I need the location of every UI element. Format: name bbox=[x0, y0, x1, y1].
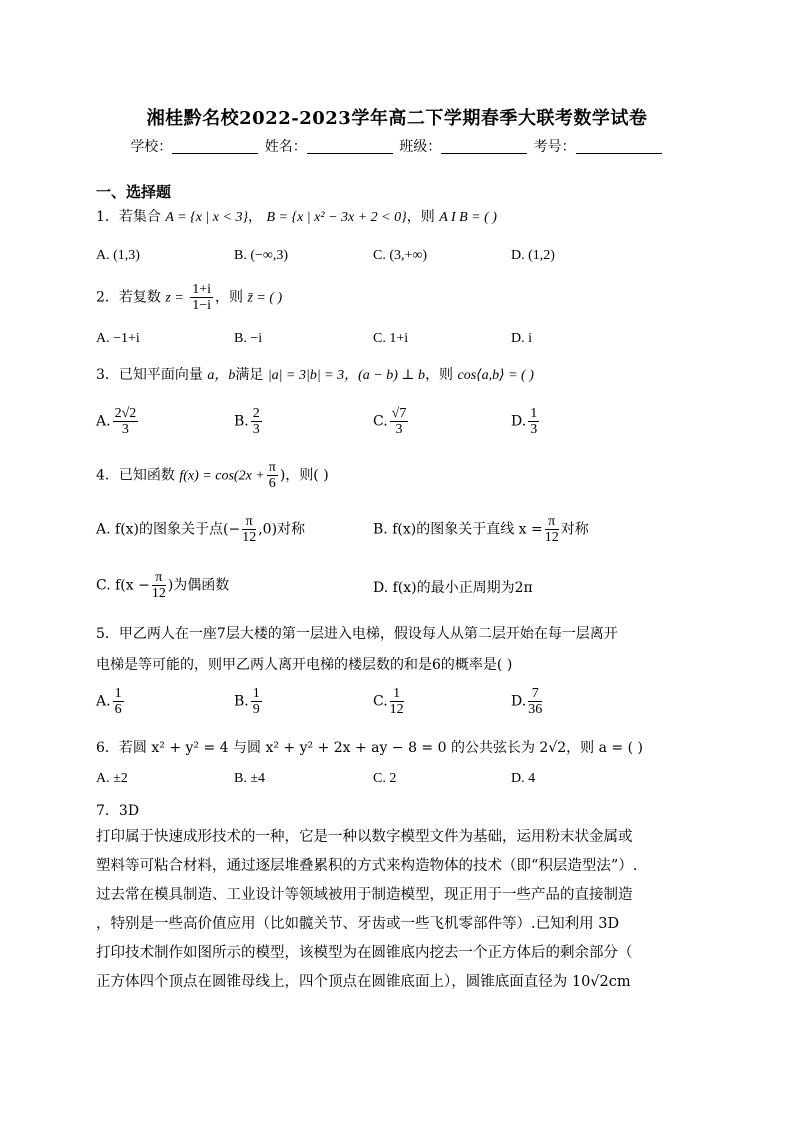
paragraph-line: ，特别是一些高价值应用（比如髋关节、牙齿或一些飞机零部件等）.已知利用 3D bbox=[96, 916, 620, 932]
paragraph-line: 过去常在模具制造、工业设计等领域被用于制造模型，现正用于一些产品的直接制造 bbox=[96, 887, 633, 903]
class-label: 班级： bbox=[399, 139, 442, 155]
q6-option-b[interactable]: B. ±4 bbox=[234, 771, 266, 786]
exam-title: 湘桂黔名校2022-2023学年高二下学期春季大联考数学试卷 bbox=[146, 108, 648, 129]
question-number: 2． bbox=[96, 289, 119, 306]
q5-option-b[interactable] bbox=[234, 686, 264, 717]
question-7-body bbox=[96, 823, 696, 997]
question-ask: A I B = ( ) bbox=[439, 210, 497, 225]
fraction-denominator: 12 bbox=[544, 530, 559, 545]
question-tail: ，则 bbox=[425, 367, 454, 383]
q6-option-d[interactable]: D. 4 bbox=[511, 771, 536, 786]
set-b-expr: B = {x | x² − 3x + 2 < 0} bbox=[266, 210, 407, 225]
fraction-numerator: 2√2 bbox=[114, 406, 137, 421]
fraction-denominator: 3 bbox=[530, 422, 538, 437]
option-fraction bbox=[390, 686, 404, 717]
option-fraction bbox=[545, 514, 559, 545]
fraction-numerator: π bbox=[242, 514, 256, 530]
option-fraction bbox=[242, 514, 256, 545]
pi-fraction bbox=[267, 460, 278, 491]
student-info-line bbox=[0, 136, 794, 156]
school-blank[interactable] bbox=[172, 139, 258, 154]
question-ask: cos⟨a,b⟩ = ( ) bbox=[457, 368, 534, 383]
fraction-denominator: 12 bbox=[242, 530, 257, 545]
question-tail: ，则 bbox=[406, 209, 435, 225]
question-6: 6．若圆 x² + y² = 4 与圆 x² + y² + 2x + ay − 8 = 0 的公共弦长为 2√2，则 a = ( ) bbox=[96, 740, 643, 756]
paragraph-line: 塑料等可粘合材料，通过逐层堆叠累积的方式来构造物体的技术（即“积层造型法”）. bbox=[96, 858, 638, 874]
condition-expr: |a| = 3|b| = 3，(a − b) ⊥ b bbox=[267, 368, 426, 383]
q1-option-d[interactable]: D. (1,2) bbox=[511, 248, 555, 263]
question-1: 1．若集合 A = {x | x < 3}， B = {x | x² − 3x + 2 < 0}，则 A I B = ( ) bbox=[96, 209, 497, 225]
question-5-line-2: 电梯是等可能的，则甲乙两人离开电梯的楼层数的和是6的概率是( ) bbox=[96, 657, 513, 673]
vector-vars: a，b bbox=[207, 368, 236, 383]
option-label: D. bbox=[511, 693, 527, 710]
q5-option-d[interactable] bbox=[511, 686, 544, 717]
q2-option-d[interactable]: D. i bbox=[511, 331, 532, 346]
fraction-denominator: 3 bbox=[121, 422, 129, 437]
option-text: C. f(x − bbox=[96, 577, 150, 594]
q3-option-c[interactable] bbox=[373, 406, 410, 437]
q3-option-b[interactable] bbox=[234, 406, 264, 437]
fraction-denominator: 3 bbox=[395, 422, 403, 437]
question-2 bbox=[96, 282, 282, 313]
option-fraction bbox=[113, 686, 124, 717]
question-3 bbox=[96, 364, 534, 384]
fraction-numerator: π bbox=[152, 570, 166, 586]
option-label: A. bbox=[96, 413, 111, 430]
id-blank[interactable] bbox=[576, 139, 662, 154]
fraction-numerator: 2 bbox=[252, 406, 260, 421]
name-blank[interactable] bbox=[307, 139, 393, 154]
fraction-denominator: 1−i bbox=[192, 298, 212, 313]
paragraph-line: 打印属于快速成形技术的一种，它是一种以数字模型文件为基础，运用粉末状金属或 bbox=[96, 829, 633, 845]
q1-option-a[interactable]: A. (1,3) bbox=[96, 248, 140, 263]
option-text: ,0)对称 bbox=[258, 521, 306, 538]
question-stem: 若复数 bbox=[118, 289, 161, 306]
question-stem: 已知函数 bbox=[118, 467, 175, 484]
q2-option-a[interactable]: A. −1+i bbox=[96, 331, 140, 346]
question-stem: 已知平面向量 bbox=[118, 367, 203, 383]
option-text: )为偶函数 bbox=[167, 577, 230, 594]
q6-option-a[interactable]: A. ±2 bbox=[96, 771, 128, 786]
q4-option-c[interactable] bbox=[96, 570, 229, 601]
question-5-line-1: 5．甲乙两人在一座7层大楼的第一层进入电梯，假设每人从第二层开始在每一层离开 bbox=[96, 626, 618, 642]
option-label: C. bbox=[373, 693, 388, 710]
paragraph-line: 正方体四个顶点在圆锥母线上，四个顶点在圆锥底面上），圆锥底面直径为 10√2cm bbox=[96, 974, 631, 990]
option-fraction bbox=[113, 406, 139, 437]
question-4 bbox=[96, 460, 329, 491]
fraction-denominator: 36 bbox=[528, 702, 543, 717]
fraction-denominator: 12 bbox=[151, 586, 166, 601]
q4-option-b[interactable] bbox=[373, 514, 589, 545]
question-number: 4． bbox=[96, 467, 119, 484]
fraction-numerator: √7 bbox=[391, 406, 407, 421]
q3-option-d[interactable] bbox=[511, 406, 541, 437]
fraction-numerator: 7 bbox=[528, 686, 542, 702]
fraction-numerator: 1 bbox=[530, 406, 538, 421]
paragraph-line: 打印技术制作如图所示的模型，该模型为在圆锥底内挖去一个正方体后的剩余部分（ bbox=[96, 945, 633, 961]
fraction-numerator: 1 bbox=[252, 686, 260, 701]
option-text: B. f(x)的图象关于直线 x = bbox=[373, 521, 543, 538]
fraction-denominator: 12 bbox=[389, 702, 404, 717]
name-label: 姓名： bbox=[264, 139, 307, 155]
option-label: D. bbox=[511, 413, 527, 430]
question-ask: z̄ = ( ) bbox=[247, 290, 283, 306]
fraction-denominator: 9 bbox=[252, 702, 260, 717]
option-fraction bbox=[528, 406, 539, 437]
q6-option-c[interactable]: C. 2 bbox=[373, 771, 397, 786]
fraction-denominator: 3 bbox=[252, 422, 260, 437]
id-label: 考号： bbox=[533, 139, 576, 155]
option-fraction bbox=[390, 406, 409, 437]
q4-option-a[interactable] bbox=[96, 514, 305, 545]
option-fraction bbox=[152, 570, 166, 601]
question-tail: ，则 bbox=[215, 289, 244, 306]
fraction-denominator: 6 bbox=[114, 702, 122, 717]
option-fraction bbox=[251, 406, 262, 437]
option-text: A. f(x)的图象关于点(− bbox=[96, 521, 241, 538]
option-label: B. bbox=[234, 413, 249, 430]
fraction-numerator: 1+i bbox=[192, 282, 212, 297]
fraction-denominator: 6 bbox=[268, 476, 276, 491]
fraction-numerator: 1 bbox=[114, 686, 122, 701]
option-label: B. bbox=[234, 693, 249, 710]
q5-option-a[interactable] bbox=[96, 686, 126, 717]
q4-option-d[interactable]: D. f(x)的最小正周期为2π bbox=[373, 580, 533, 596]
option-fraction bbox=[528, 686, 542, 717]
option-text: 对称 bbox=[560, 521, 589, 538]
option-fraction bbox=[251, 686, 262, 717]
q5-option-c[interactable] bbox=[373, 686, 406, 717]
z-fraction bbox=[190, 282, 213, 313]
class-blank[interactable] bbox=[441, 139, 527, 154]
q2-option-b[interactable]: B. −i bbox=[234, 331, 263, 346]
fraction-numerator: π bbox=[268, 460, 276, 475]
function-expr: f(x) = cos(2x + bbox=[179, 468, 265, 484]
fraction-numerator: 1 bbox=[390, 686, 404, 702]
option-label: C. bbox=[373, 413, 388, 430]
section-title: 一、选择题 bbox=[96, 183, 172, 201]
question-7-head: 7．3D bbox=[96, 803, 140, 819]
question-tail: )，则( ) bbox=[279, 467, 329, 484]
set-a-expr: A = {x | x < 3} bbox=[165, 210, 249, 225]
school-label: 学校： bbox=[130, 139, 173, 155]
option-label: A. bbox=[96, 693, 111, 710]
q2-option-c[interactable]: C. 1+i bbox=[373, 331, 409, 346]
z-lhs: z = bbox=[165, 290, 184, 306]
q1-option-c[interactable]: C. (3,+∞) bbox=[373, 248, 428, 263]
condition-label: 满足 bbox=[235, 367, 264, 383]
question-number: 3． bbox=[96, 367, 119, 383]
q3-option-a[interactable] bbox=[96, 406, 140, 437]
question-stem: 若集合 bbox=[118, 209, 161, 225]
question-number: 1． bbox=[96, 209, 119, 225]
fraction-numerator: π bbox=[545, 514, 559, 530]
q1-option-b[interactable]: B. (−∞,3) bbox=[234, 248, 289, 263]
